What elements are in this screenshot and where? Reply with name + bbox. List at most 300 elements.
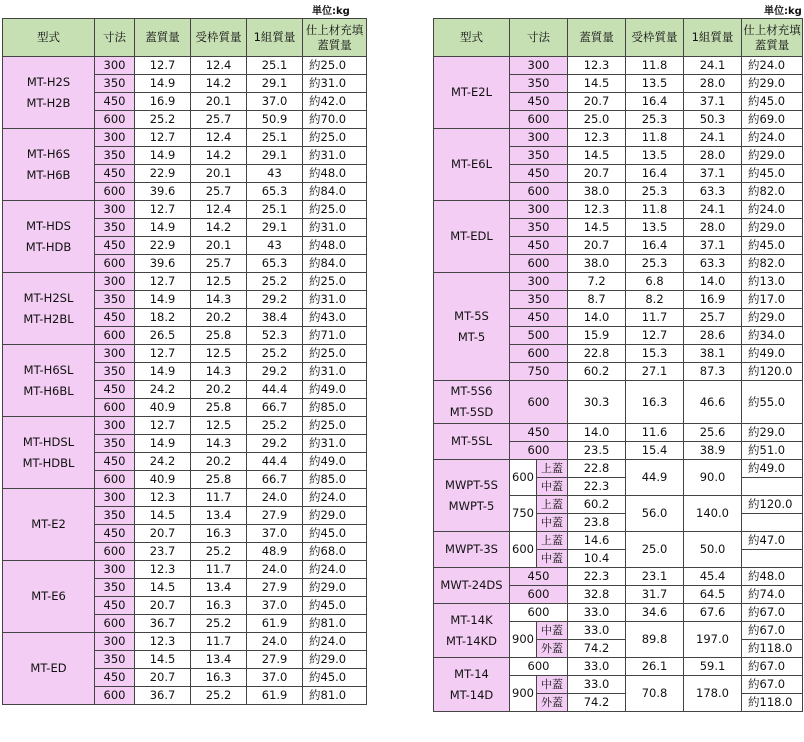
lid-weight-cell: 14.9 xyxy=(135,147,191,165)
model-name: MT-5SL xyxy=(450,434,493,448)
size-cell: 350 xyxy=(95,651,135,669)
set-weight-cell: 37.0 xyxy=(247,93,303,111)
frame-weight-cell: 16.4 xyxy=(626,165,684,183)
lid-weight-cell: 30.3 xyxy=(568,381,626,424)
lid-type-cell: 上蓋 xyxy=(537,496,568,514)
header-filled-lid-weight: 仕上材充填蓋質量 xyxy=(303,19,367,57)
model-cell xyxy=(3,633,95,705)
frame-weight-cell: 12.5 xyxy=(191,345,247,363)
set-weight-cell: 24.0 xyxy=(247,633,303,651)
frame-weight-cell: 20.1 xyxy=(191,165,247,183)
filled-weight-cell: 約29.0 xyxy=(742,147,803,165)
lid-weight-cell: 12.3 xyxy=(135,561,191,579)
frame-weight-cell: 20.2 xyxy=(191,381,247,399)
size-cell: 450 xyxy=(510,93,568,111)
size-cell: 750 xyxy=(510,363,568,381)
filled-weight-cell: 約67.0 xyxy=(742,604,803,622)
size-cell: 450 xyxy=(95,93,135,111)
frame-weight-cell: 6.8 xyxy=(626,273,684,291)
set-weight-cell: 27.9 xyxy=(247,651,303,669)
frame-weight-cell: 26.1 xyxy=(626,658,684,676)
size-cell: 600 xyxy=(95,255,135,273)
set-weight-cell: 27.9 xyxy=(247,507,303,525)
header-size: 寸法 xyxy=(95,19,135,57)
frame-weight-cell: 14.3 xyxy=(191,435,247,453)
lid-weight-cell: 22.8 xyxy=(568,460,626,478)
filled-weight-cell: 約69.0 xyxy=(742,111,803,129)
size-cell: 350 xyxy=(510,291,568,309)
frame-weight-cell: 25.3 xyxy=(626,255,684,273)
model-name: MWPT-5S xyxy=(445,477,498,492)
size-cell: 350 xyxy=(95,507,135,525)
model-cell xyxy=(434,424,510,460)
lid-weight-cell: 16.9 xyxy=(135,93,191,111)
frame-weight-cell: 13.4 xyxy=(191,651,247,669)
set-weight-cell: 197.0 xyxy=(684,622,742,658)
model-name: MT-14KD xyxy=(445,633,498,648)
set-weight-cell: 66.7 xyxy=(247,399,303,417)
frame-weight-cell: 16.3 xyxy=(191,597,247,615)
table-row xyxy=(434,460,803,478)
size-cell: 350 xyxy=(95,75,135,93)
size-cell: 350 xyxy=(510,75,568,93)
frame-weight-cell: 12.5 xyxy=(191,273,247,291)
filled-weight-cell: 約25.0 xyxy=(303,57,367,75)
model-cell xyxy=(434,604,510,658)
model-name: MWT-24DS xyxy=(440,578,503,592)
header-lid-weight: 蓋質量 xyxy=(135,19,191,57)
frame-weight-cell: 16.4 xyxy=(626,237,684,255)
size-cell: 900 xyxy=(510,676,537,712)
model-cell xyxy=(3,345,95,417)
lid-weight-cell: 32.8 xyxy=(568,586,626,604)
model-cell xyxy=(434,532,510,568)
filled-weight-cell: 約70.0 xyxy=(303,111,367,129)
filled-weight-cell: 約29.0 xyxy=(742,219,803,237)
model-cell xyxy=(434,658,510,712)
lid-weight-cell: 39.6 xyxy=(135,183,191,201)
size-cell: 350 xyxy=(95,579,135,597)
filled-weight-cell: 約29.0 xyxy=(742,309,803,327)
filled-weight-cell: 約45.0 xyxy=(303,669,367,687)
model-cell xyxy=(434,460,510,532)
lid-weight-cell: 33.0 xyxy=(568,676,626,694)
filled-weight-cell: 約85.0 xyxy=(303,399,367,417)
header-size: 寸法 xyxy=(510,19,568,57)
set-weight-cell: 25.2 xyxy=(247,345,303,363)
model-name: MT-E2L xyxy=(450,85,493,99)
frame-weight-cell: 25.3 xyxy=(626,183,684,201)
header-filled-lid-weight: 仕上材充填蓋質量 xyxy=(742,19,803,57)
set-weight-cell: 27.9 xyxy=(247,579,303,597)
model-name: MT-HDB xyxy=(25,239,72,254)
filled-weight-cell: 約49.0 xyxy=(303,381,367,399)
size-cell: 600 xyxy=(510,604,568,622)
set-weight-cell: 87.3 xyxy=(684,363,742,381)
model-name: MT-H6S xyxy=(26,146,71,161)
set-weight-cell: 48.9 xyxy=(247,543,303,561)
frame-weight-cell: 12.4 xyxy=(191,201,247,219)
header-lid-weight: 蓋質量 xyxy=(568,19,626,57)
frame-weight-cell: 20.1 xyxy=(191,237,247,255)
lid-weight-cell: 23.8 xyxy=(568,514,626,532)
set-weight-cell: 29.2 xyxy=(247,291,303,309)
lid-weight-cell: 14.5 xyxy=(135,651,191,669)
size-cell: 900 xyxy=(510,622,537,658)
set-weight-cell: 50.9 xyxy=(247,111,303,129)
lid-type-cell: 中蓋 xyxy=(537,514,568,532)
model-name: MT-5 xyxy=(457,329,486,344)
lid-weight-cell: 33.0 xyxy=(568,604,626,622)
weight-table-right xyxy=(433,18,803,712)
lid-weight-cell: 14.5 xyxy=(568,147,626,165)
set-weight-cell: 178.0 xyxy=(684,676,742,712)
size-cell: 750 xyxy=(510,496,537,532)
filled-weight-cell: 約49.0 xyxy=(303,453,367,471)
lid-weight-cell: 23.5 xyxy=(568,442,626,460)
model-name: MT-5SD xyxy=(449,405,494,419)
filled-weight-cell: 約45.0 xyxy=(742,165,803,183)
frame-weight-cell: 14.3 xyxy=(191,363,247,381)
filled-weight-cell: 約67.0 xyxy=(742,676,803,694)
filled-weight-cell: 約29.0 xyxy=(303,507,367,525)
set-weight-cell: 25.1 xyxy=(247,57,303,75)
size-cell: 300 xyxy=(95,633,135,651)
lid-weight-cell: 22.8 xyxy=(568,345,626,363)
size-cell: 450 xyxy=(95,669,135,687)
lid-weight-cell: 12.7 xyxy=(135,273,191,291)
set-weight-cell: 67.6 xyxy=(684,604,742,622)
filled-weight-cell: 約13.0 xyxy=(742,273,803,291)
set-weight-cell: 38.9 xyxy=(684,442,742,460)
filled-weight-cell: 約47.0 xyxy=(742,532,803,550)
frame-weight-cell: 11.8 xyxy=(626,57,684,75)
lid-type-cell: 外蓋 xyxy=(537,694,568,712)
lid-type-cell: 中蓋 xyxy=(537,550,568,568)
model-name: MT-14K xyxy=(450,612,493,627)
filled-weight-cell: 約49.0 xyxy=(742,460,803,478)
filled-weight-cell: 約68.0 xyxy=(303,543,367,561)
set-weight-cell: 52.3 xyxy=(247,327,303,345)
set-weight-cell: 24.1 xyxy=(684,201,742,219)
filled-weight-cell: 約74.0 xyxy=(742,586,803,604)
filled-weight-cell xyxy=(742,478,803,496)
set-weight-cell: 38.4 xyxy=(247,309,303,327)
lid-weight-cell: 14.0 xyxy=(568,309,626,327)
size-cell: 300 xyxy=(95,345,135,363)
frame-weight-cell: 11.6 xyxy=(626,424,684,442)
lid-weight-cell: 22.3 xyxy=(568,478,626,496)
model-cell xyxy=(434,201,510,273)
set-weight-cell: 29.1 xyxy=(247,219,303,237)
set-weight-cell: 28.0 xyxy=(684,75,742,93)
filled-weight-cell: 約29.0 xyxy=(742,424,803,442)
model-cell xyxy=(434,381,510,424)
table-row xyxy=(434,604,803,622)
frame-weight-cell: 13.5 xyxy=(626,147,684,165)
lid-weight-cell: 38.0 xyxy=(568,183,626,201)
set-weight-cell: 24.0 xyxy=(247,561,303,579)
frame-weight-cell: 11.7 xyxy=(626,309,684,327)
lid-type-cell: 上蓋 xyxy=(537,532,568,550)
set-weight-cell: 43 xyxy=(247,237,303,255)
frame-weight-cell: 16.3 xyxy=(626,381,684,424)
filled-weight-cell: 約71.0 xyxy=(303,327,367,345)
size-cell: 350 xyxy=(95,435,135,453)
set-weight-cell: 25.2 xyxy=(247,273,303,291)
model-name: MT-E6 xyxy=(31,589,66,603)
frame-weight-cell: 44.9 xyxy=(626,460,684,496)
lid-weight-cell: 14.6 xyxy=(568,532,626,550)
model-name: MT-EDL xyxy=(450,229,493,243)
set-weight-cell: 25.1 xyxy=(247,129,303,147)
model-name: MT-H2SL xyxy=(23,290,74,305)
set-weight-cell: 24.1 xyxy=(684,129,742,147)
lid-weight-cell: 22.9 xyxy=(135,237,191,255)
lid-weight-cell: 20.7 xyxy=(568,237,626,255)
set-weight-cell: 37.0 xyxy=(247,597,303,615)
size-cell: 600 xyxy=(95,543,135,561)
model-cell xyxy=(3,57,95,129)
frame-weight-cell: 13.5 xyxy=(626,75,684,93)
frame-weight-cell: 25.2 xyxy=(191,615,247,633)
frame-weight-cell: 14.2 xyxy=(191,219,247,237)
size-cell: 600 xyxy=(95,615,135,633)
filled-weight-cell: 約34.0 xyxy=(742,327,803,345)
size-cell: 600 xyxy=(510,345,568,363)
size-cell: 600 xyxy=(510,532,537,568)
lid-weight-cell: 12.7 xyxy=(135,201,191,219)
set-weight-cell: 16.9 xyxy=(684,291,742,309)
size-cell: 600 xyxy=(510,183,568,201)
lid-weight-cell: 18.2 xyxy=(135,309,191,327)
lid-weight-cell: 23.7 xyxy=(135,543,191,561)
set-weight-cell: 25.2 xyxy=(247,417,303,435)
table-row xyxy=(3,345,367,363)
model-name: MT-HDBL xyxy=(22,455,75,470)
table-row xyxy=(434,568,803,586)
frame-weight-cell: 25.8 xyxy=(191,471,247,489)
table-row xyxy=(434,273,803,291)
set-weight-cell: 37.0 xyxy=(247,525,303,543)
size-cell: 600 xyxy=(510,460,537,496)
set-weight-cell: 140.0 xyxy=(684,496,742,532)
size-cell: 600 xyxy=(510,111,568,129)
filled-weight-cell: 約49.0 xyxy=(742,345,803,363)
frame-weight-cell: 11.7 xyxy=(191,561,247,579)
set-weight-cell: 37.1 xyxy=(684,237,742,255)
model-name: MT-H2S xyxy=(26,74,71,89)
size-cell: 300 xyxy=(95,129,135,147)
filled-weight-cell: 約48.0 xyxy=(303,165,367,183)
lid-weight-cell: 15.9 xyxy=(568,327,626,345)
frame-weight-cell: 27.1 xyxy=(626,363,684,381)
table-header-row xyxy=(3,19,367,57)
lid-weight-cell: 60.2 xyxy=(568,496,626,514)
set-weight-cell: 63.3 xyxy=(684,183,742,201)
filled-weight-cell: 約29.0 xyxy=(303,579,367,597)
size-cell: 450 xyxy=(510,568,568,586)
model-cell xyxy=(434,568,510,604)
header-set-weight: 1組質量 xyxy=(684,19,742,57)
filled-weight-cell: 約84.0 xyxy=(303,183,367,201)
lid-weight-cell: 14.0 xyxy=(568,424,626,442)
set-weight-cell: 29.2 xyxy=(247,435,303,453)
frame-weight-cell: 25.7 xyxy=(191,183,247,201)
lid-weight-cell: 20.7 xyxy=(135,669,191,687)
set-weight-cell: 61.9 xyxy=(247,687,303,705)
lid-weight-cell: 24.2 xyxy=(135,381,191,399)
model-name: MT-E2 xyxy=(31,517,66,531)
lid-weight-cell: 22.9 xyxy=(135,165,191,183)
set-weight-cell: 38.1 xyxy=(684,345,742,363)
frame-weight-cell: 11.7 xyxy=(191,633,247,651)
model-cell xyxy=(3,129,95,201)
size-cell: 300 xyxy=(95,489,135,507)
lid-weight-cell: 12.3 xyxy=(568,201,626,219)
set-weight-cell: 37.0 xyxy=(247,669,303,687)
size-cell: 300 xyxy=(95,417,135,435)
lid-weight-cell: 14.9 xyxy=(135,219,191,237)
filled-weight-cell: 約25.0 xyxy=(303,273,367,291)
filled-weight-cell: 約118.0 xyxy=(742,694,803,712)
table-row xyxy=(3,129,367,147)
set-weight-cell: 28.6 xyxy=(684,327,742,345)
frame-weight-cell: 13.4 xyxy=(191,579,247,597)
frame-weight-cell: 15.4 xyxy=(626,442,684,460)
table-row xyxy=(434,381,803,424)
size-cell: 600 xyxy=(510,381,568,424)
set-weight-cell: 50.3 xyxy=(684,111,742,129)
size-cell: 350 xyxy=(95,363,135,381)
lid-weight-cell: 33.0 xyxy=(568,622,626,640)
set-weight-cell: 14.0 xyxy=(684,273,742,291)
table-row xyxy=(434,424,803,442)
filled-weight-cell xyxy=(742,550,803,568)
frame-weight-cell: 25.2 xyxy=(191,687,247,705)
size-cell: 450 xyxy=(95,525,135,543)
frame-weight-cell: 16.3 xyxy=(191,525,247,543)
filled-weight-cell: 約45.0 xyxy=(303,597,367,615)
size-cell: 350 xyxy=(510,147,568,165)
size-cell: 350 xyxy=(95,147,135,165)
lid-weight-cell: 14.9 xyxy=(135,291,191,309)
frame-weight-cell: 12.5 xyxy=(191,417,247,435)
header-frame-weight: 受枠質量 xyxy=(191,19,247,57)
lid-weight-cell: 38.0 xyxy=(568,255,626,273)
frame-weight-cell: 14.2 xyxy=(191,75,247,93)
frame-weight-cell: 25.7 xyxy=(191,111,247,129)
set-weight-cell: 90.0 xyxy=(684,460,742,496)
model-cell xyxy=(3,561,95,633)
filled-weight-cell: 約31.0 xyxy=(303,291,367,309)
frame-weight-cell: 16.3 xyxy=(191,669,247,687)
weight-table-left xyxy=(2,18,367,705)
filled-weight-cell: 約118.0 xyxy=(742,640,803,658)
lid-weight-cell: 24.2 xyxy=(135,453,191,471)
header-model: 型式 xyxy=(3,19,95,57)
lid-weight-cell: 22.3 xyxy=(568,568,626,586)
header-frame-weight: 受枠質量 xyxy=(626,19,684,57)
filled-weight-cell: 約29.0 xyxy=(303,651,367,669)
frame-weight-cell: 12.7 xyxy=(626,327,684,345)
lid-weight-cell: 36.7 xyxy=(135,687,191,705)
set-weight-cell: 46.6 xyxy=(684,381,742,424)
lid-weight-cell: 14.5 xyxy=(568,75,626,93)
lid-weight-cell: 7.2 xyxy=(568,273,626,291)
lid-weight-cell: 8.7 xyxy=(568,291,626,309)
filled-weight-cell: 約24.0 xyxy=(742,57,803,75)
lid-weight-cell: 12.7 xyxy=(135,345,191,363)
model-cell xyxy=(3,489,95,561)
frame-weight-cell: 16.4 xyxy=(626,93,684,111)
model-name: MT-14 xyxy=(454,666,489,681)
filled-weight-cell: 約67.0 xyxy=(742,622,803,640)
set-weight-cell: 66.7 xyxy=(247,471,303,489)
frame-weight-cell: 8.2 xyxy=(626,291,684,309)
table-row xyxy=(3,417,367,435)
filled-weight-cell: 約25.0 xyxy=(303,129,367,147)
lid-weight-cell: 12.7 xyxy=(135,417,191,435)
frame-weight-cell: 20.1 xyxy=(191,93,247,111)
filled-weight-cell: 約24.0 xyxy=(303,633,367,651)
size-cell: 450 xyxy=(95,597,135,615)
lid-weight-cell: 25.0 xyxy=(568,111,626,129)
model-name: MT-H6BL xyxy=(23,383,74,398)
size-cell: 300 xyxy=(95,57,135,75)
filled-weight-cell: 約51.0 xyxy=(742,442,803,460)
lid-weight-cell: 26.5 xyxy=(135,327,191,345)
size-cell: 350 xyxy=(510,219,568,237)
frame-weight-cell: 14.2 xyxy=(191,147,247,165)
filled-weight-cell: 約29.0 xyxy=(742,75,803,93)
model-name: MT-HDS xyxy=(26,218,71,233)
filled-weight-cell: 約55.0 xyxy=(742,381,803,424)
size-cell: 450 xyxy=(95,453,135,471)
lid-type-cell: 中蓋 xyxy=(537,478,568,496)
size-cell: 600 xyxy=(510,586,568,604)
model-name: MT-5S6 xyxy=(450,384,493,398)
frame-weight-cell: 34.6 xyxy=(626,604,684,622)
frame-weight-cell: 25.3 xyxy=(626,111,684,129)
size-cell: 600 xyxy=(510,442,568,460)
unit-label-left: 単位:kg xyxy=(312,6,350,17)
set-weight-cell: 44.4 xyxy=(247,453,303,471)
set-weight-cell: 65.3 xyxy=(247,255,303,273)
frame-weight-cell: 25.2 xyxy=(191,543,247,561)
table-row xyxy=(434,532,803,550)
set-weight-cell: 25.7 xyxy=(684,309,742,327)
frame-weight-cell: 20.2 xyxy=(191,453,247,471)
size-cell: 500 xyxy=(510,327,568,345)
frame-weight-cell: 13.4 xyxy=(191,507,247,525)
lid-type-cell: 中蓋 xyxy=(537,676,568,694)
frame-weight-cell: 13.5 xyxy=(626,219,684,237)
size-cell: 300 xyxy=(95,561,135,579)
size-cell: 300 xyxy=(95,273,135,291)
lid-weight-cell: 25.2 xyxy=(135,111,191,129)
frame-weight-cell: 25.7 xyxy=(191,255,247,273)
model-name: MT-H2BL xyxy=(23,311,74,326)
frame-weight-cell: 25.8 xyxy=(191,399,247,417)
size-cell: 600 xyxy=(95,687,135,705)
frame-weight-cell: 12.4 xyxy=(191,129,247,147)
filled-weight-cell: 約45.0 xyxy=(742,93,803,111)
table-row xyxy=(3,201,367,219)
frame-weight-cell: 23.1 xyxy=(626,568,684,586)
model-name: MT-H2B xyxy=(26,95,71,110)
size-cell: 350 xyxy=(95,219,135,237)
